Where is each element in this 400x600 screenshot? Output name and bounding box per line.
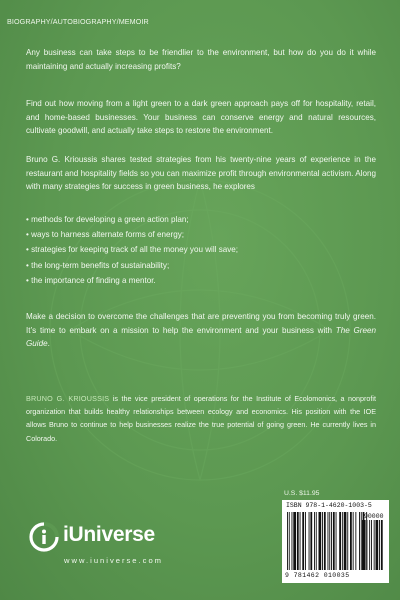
cta-end: . (47, 339, 50, 349)
iuniverse-logo-icon (29, 522, 59, 552)
author-strategies-paragraph: Bruno G. Krioussis shares tested strategies from his twenty-nine years of experience in the restaurant and hospitality fields so you can maximize profit through environmental activism. Along with many strategies for success in green business, he explores (26, 155, 376, 192)
book-title: The Green Guide (26, 325, 376, 349)
call-to-action-paragraph (26, 310, 376, 351)
list-item: • methods for developing a green action plan; (26, 212, 376, 227)
author-bio (26, 392, 376, 445)
topics-list (26, 212, 376, 288)
barcode-bars (286, 512, 385, 572)
list-item: • the importance of finding a mentor. (26, 273, 376, 288)
isbn-label (286, 502, 372, 509)
publisher-url: www.iuniverse.com (64, 556, 163, 565)
publisher-logo (29, 520, 189, 556)
list-item: • ways to harness alternate forms of energy; (26, 227, 376, 242)
author-name: BRUNO G. KRIOUSSIS (26, 394, 110, 403)
list-item: • strategies for keeping track of all the money you will save; (26, 242, 376, 257)
approach-paragraph: Find out how moving from a light green to a dark green approach pays off for hospitality, retail, and home-based businesses. Your business can conserve energy and natural resources, cultivate goodwill, and actually take steps to restore the environment. (26, 99, 376, 136)
list-item: • the long-term benefits of sustainability; (26, 258, 376, 273)
isbn-number: ISBN 978-1-4620-1003-5 (286, 502, 372, 509)
bio-text: is the vice president of operations for the Institute of Ecolomonics, a nonprofit organization that builds healthy relationships between ecology and economics. His position with the IOE allows Bruno to continue to help businesses realize the true potential of going green. He currently lives in Colorado. (26, 394, 377, 443)
isbn-barcode (282, 500, 389, 583)
price-label: U.S. $11.95 (284, 490, 320, 497)
cta-text: Make a decision to overcome the challenges that are preventing you from becoming truly green. It’s time to embark on a mission to help the environment and your business with (26, 312, 376, 335)
barcode-addon-number: 90000 (364, 513, 384, 520)
publisher-name: iUniverse (63, 523, 155, 546)
intro-paragraph: Any business can take steps to be friendlier to the environment, but how do you do it while maintaining and actually increasing profits? (26, 48, 376, 71)
barcode-number: 9 781462 010035 (285, 572, 350, 579)
category-label: BIOGRAPHY/AUTOBIOGRAPHY/MEMOIR (7, 17, 149, 26)
